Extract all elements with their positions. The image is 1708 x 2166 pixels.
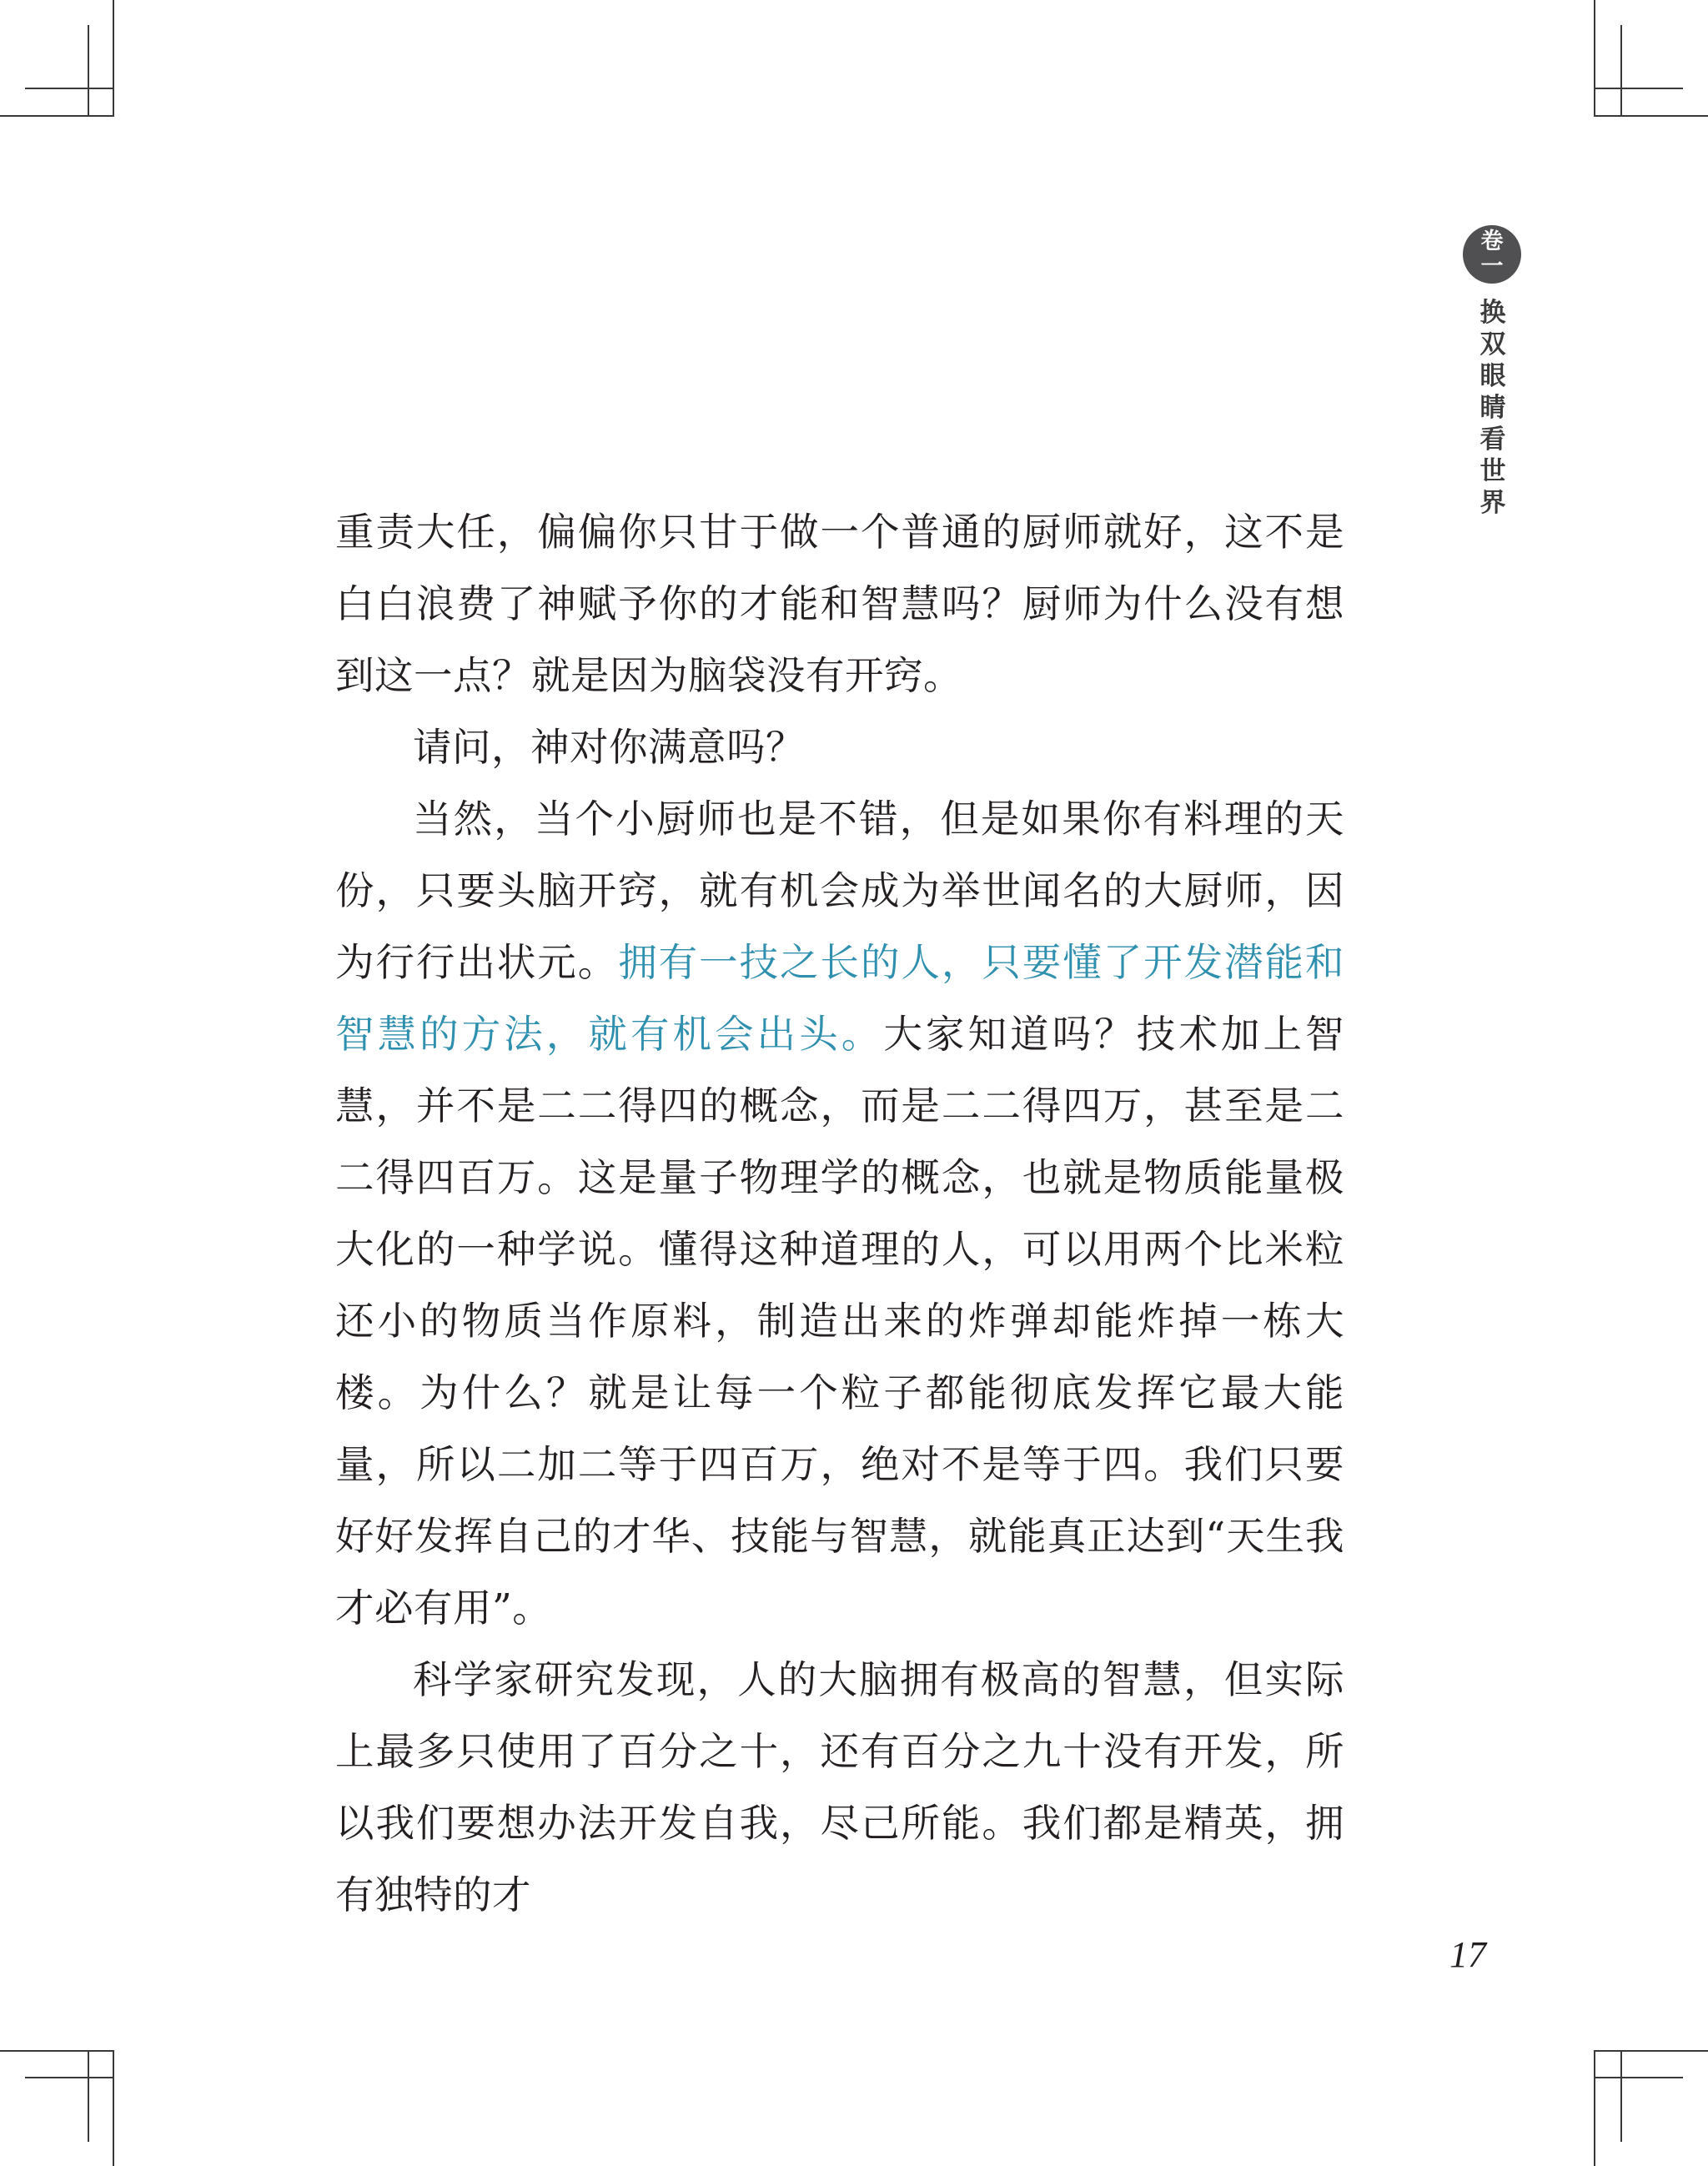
crop-mark-bottom-right-vertical-inner <box>1620 2050 1622 2142</box>
chapter-title-char: 界 <box>1479 488 1506 518</box>
paragraph-4: 科学家研究发现，人的大脑拥有极高的智慧，但实际上最多只使用了百分之十，还有百分之九十没有开发，所以我们要想办法开发自我，尽己所能。我们都是精英，拥有独特的才 <box>335 1657 1344 1917</box>
volume-badge <box>1463 225 1521 284</box>
crop-mark-bottom-left-horizontal-inner <box>25 2077 113 2078</box>
crop-mark-top-right-vertical <box>1594 0 1595 115</box>
chapter-title-char: 双 <box>1479 329 1506 359</box>
chapter-title-char: 眼 <box>1479 361 1506 391</box>
paragraph-3-part-b: 大家知道吗？技术加上智慧，并不是二二得四的概念，而是二二得四万，甚至是二二得四百万。这是量子物理学的概念，也就是物质能量极大化的一种学说。懂得这种道理的人，可以用两个比米粒还小的物质当作原料，制造出来的炸弹却能炸掉一栋大楼。为什么？就是让每一个粒子都能彻底发挥它最大能量，所以二加二等于四百万，绝对不是等于四。我们只要好好发挥自己的才华、技能与智慧，就能真正达到“天生我才必有用”。 <box>335 1012 1345 1631</box>
crop-mark-bottom-right-horizontal-inner <box>1595 2077 1683 2078</box>
crop-mark-top-right-vertical-inner <box>1620 25 1622 115</box>
chapter-title-char: 换 <box>1479 298 1506 328</box>
chapter-title <box>1476 297 1510 519</box>
crop-mark-top-left-horizontal-inner <box>0 115 114 117</box>
crop-mark-bottom-right-vertical <box>1594 2050 1595 2166</box>
crop-mark-top-right-horizontal-inner <box>1594 115 1708 117</box>
chapter-title-char: 世 <box>1479 456 1506 486</box>
volume-label-char: 一 <box>1480 254 1504 279</box>
crop-mark-top-left-vertical-inner <box>88 25 89 115</box>
volume-label-char: 卷 <box>1480 229 1504 254</box>
paragraph-2: 请问，神对你满意吗？ <box>413 725 805 770</box>
crop-mark-top-right-horizontal <box>1595 88 1683 89</box>
chapter-title-char: 看 <box>1479 425 1506 455</box>
paragraph-3-part-a: 当然，当个小厨师也是不错，但是如果你有料理的天份，只要头脑开窍，就有机会成为举世闻名的大厨师，因为行行出状元。 <box>335 797 1344 985</box>
crop-mark-top-left-vertical <box>113 0 114 115</box>
crop-mark-bottom-left-vertical <box>113 2050 114 2166</box>
crop-mark-bottom-right-horizontal <box>1594 2050 1708 2052</box>
crop-mark-bottom-left-vertical-inner <box>88 2050 89 2142</box>
page-number: 17 <box>1449 1934 1486 1975</box>
chapter-title-char: 睛 <box>1479 393 1506 423</box>
paragraph-1: 重责大任，偏偏你只甘于做一个普通的厨师就好，这不是白白浪费了神赋予你的才能和智慧吗？厨师为什么没有想到这一点？就是因为脑袋没有开窍。 <box>335 510 1344 698</box>
crop-mark-top-left-horizontal <box>25 88 113 89</box>
highlighted-sentence: 拥有一技之长的人，只要懂了开发潜能和智慧的方法，就有机会出头。 <box>335 940 1345 1057</box>
body-text <box>335 496 1344 1931</box>
paragraph-3 <box>335 783 1344 1644</box>
crop-mark-bottom-left-horizontal <box>0 2050 114 2052</box>
